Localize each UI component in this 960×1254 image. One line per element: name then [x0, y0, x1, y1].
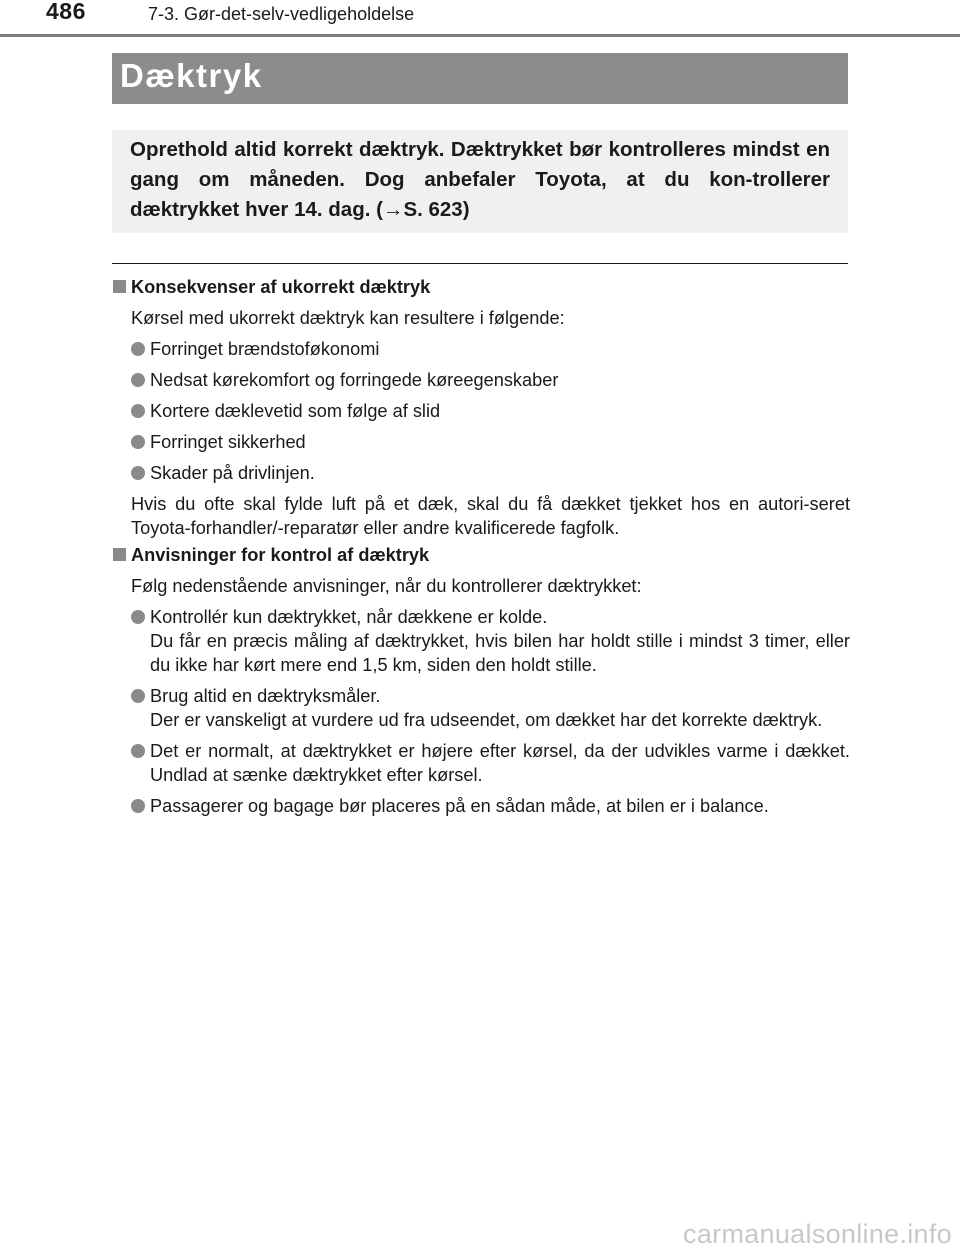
page-title: Dæktryk: [120, 57, 263, 94]
list-item: [112, 337, 850, 361]
list-item-text: Forringet brændstoføkonomi: [150, 339, 380, 359]
circle-bullet-icon: [131, 610, 145, 624]
list-item: [112, 605, 850, 677]
chapter-title: 7-3. Gør-det-selv-vedligeholdelse: [148, 4, 415, 24]
intro-box: [112, 130, 848, 233]
section-heading-text: Konsekvenser af ukorrekt dæktryk: [131, 277, 431, 297]
circle-bullet-icon: [131, 799, 145, 813]
circle-bullet-icon: [131, 404, 145, 418]
list-item-text: Kortere dæklevetid som følge af slid: [150, 401, 441, 421]
header-divider: [0, 34, 960, 37]
list-item-text: Kontrollér kun dæktrykket, når dækkene er kolde.: [150, 607, 548, 627]
square-bullet-icon: [113, 280, 126, 293]
list-item-text: Passagerer og bagage bør placeres på en sådan måde, at bilen er i balance.: [150, 796, 769, 816]
list-item-text: Brug altid en dæktryksmåler.: [150, 686, 381, 706]
page-number: 486: [46, 0, 86, 24]
square-bullet-icon: [113, 548, 126, 561]
list-item-text: Skader på drivlinjen.: [150, 463, 315, 483]
list-item: [112, 461, 850, 485]
section-consequences: [112, 275, 850, 540]
section-heading: [112, 543, 850, 567]
circle-bullet-icon: [131, 373, 145, 387]
circle-bullet-icon: [131, 744, 145, 758]
circle-bullet-icon: [131, 466, 145, 480]
list-item-detail: Der er vanskeligt at vurdere ud fra udseendet, om dækket har det korrekte dæktryk.: [150, 710, 823, 730]
section-heading: [112, 275, 850, 299]
list-item-text: Forringet sikkerhed: [150, 432, 306, 452]
list-item-detail: Du får en præcis måling af dæktrykket, hvis bilen har holdt stille i mindst 3 timer, eller du ikke har kørt mere end 1,5 km, siden den holdt stille.: [150, 631, 850, 675]
content-divider: [112, 263, 848, 264]
page-header: [0, 0, 960, 36]
section-intro: Kørsel med ukorrekt dæktryk kan resultere i følgende:: [131, 308, 565, 328]
watermark: carmanualsonline.info: [683, 1219, 952, 1249]
intro-text: [130, 135, 830, 225]
page-reference-link[interactable]: S. 623): [403, 198, 470, 221]
section-heading-text: Anvisninger for kontrol af dæktryk: [131, 545, 430, 565]
section-intro: Følg nedenstående anvisninger, når du kontrollerer dæktrykket:: [131, 576, 642, 596]
list-item-text: Det er normalt, at dæktrykket er højere efter kørsel, da der udvikles varme i dækket. Undlad at sænke dæktrykket efter kørsel.: [150, 741, 850, 785]
section-note: Hvis du ofte skal fylde luft på et dæk, skal du få dækket tjekket hos en autori-seret Toyota-forhandler/-reparatør eller andre kvalificerede fagfolk.: [131, 494, 850, 538]
list-item: [112, 739, 850, 787]
list-item: [112, 794, 850, 818]
list-item: [112, 368, 850, 392]
circle-bullet-icon: [131, 435, 145, 449]
circle-bullet-icon: [131, 689, 145, 703]
list-item: [112, 399, 850, 423]
arrow-icon: →: [382, 198, 404, 221]
intro-body: Oprethold altid korrekt dæktryk. Dæktrykket bør kontrolleres mindst en gang om måneden. Dog anbefaler Toyota, at du kon-trollerer dæktrykket hver 14. dag. (: [130, 138, 830, 221]
list-item: [112, 430, 850, 454]
page-title-bar: [112, 53, 848, 104]
circle-bullet-icon: [131, 342, 145, 356]
list-item-text: Nedsat kørekomfort og forringede køreegenskaber: [150, 370, 559, 390]
section-instructions: [112, 543, 850, 818]
list-item: [112, 684, 850, 732]
